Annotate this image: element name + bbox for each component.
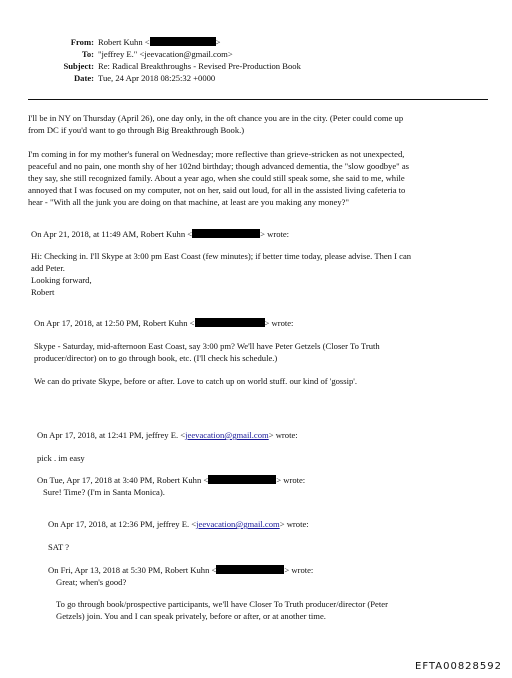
quote6-line3: Getzels) join. You and I can speak privately, before or after, or at another time. [56, 611, 326, 621]
document-id: EFTA00828592 [415, 661, 502, 672]
quote1-line2: add Peter. [31, 263, 65, 273]
quote2-line2: producer/director) on to go through book, etc. (I'll check his schedule.) [34, 353, 278, 363]
quote6-tail: > wrote: [284, 565, 314, 575]
quote5-line1: SAT ? [48, 542, 70, 552]
header-divider [28, 99, 488, 100]
to-value: "jeffrey E." <jeevacation@gmail.com> [98, 49, 233, 59]
body-p1-line1: I'll be in NY on Thursday (April 26), one day only, in the oft chance you are in the city. (Peter could come up [28, 113, 404, 123]
body-p2-line3: they say, she still recognized family. About a year ago, when she could still speak some, she said to me, while [28, 173, 405, 183]
quote4-head: On Tue, Apr 17, 2018 at 3:40 PM, Robert Kuhn < [37, 475, 209, 485]
quote2-attribution [34, 318, 293, 328]
quote1-head: On Apr 21, 2018, at 11:49 AM, Robert Kuhn < [31, 229, 193, 239]
quote2-tail: > wrote: [264, 318, 294, 328]
date-value: Tue, 24 Apr 2018 08:25:32 +0000 [98, 73, 216, 83]
subject-value: Re: Radical Breakthroughs - Revised Pre-Production Book [98, 61, 301, 71]
quote2-head: On Apr 17, 2018, at 12:50 PM, Robert Kuhn < [34, 318, 195, 328]
from-close: > [215, 37, 221, 47]
quote2-line1: Skype - Saturday, mid-afternoon East Coast, say 3:00 pm? We'll have Peter Getzels (Closer To Truth [34, 341, 380, 351]
subject-label: Subject: [63, 61, 94, 71]
redaction-block [192, 229, 260, 238]
quote5-tail: > wrote: [279, 519, 309, 529]
quote5-head: On Apr 17, 2018, at 12:36 PM, jeffrey E. < [48, 519, 197, 529]
quote4-tail: > wrote: [276, 475, 306, 485]
quote2-line3: We can do private Skype, before or after. Love to catch up on world stuff. our kind of 'gossip'. [34, 376, 357, 386]
redaction-block [195, 318, 265, 327]
redaction-block [216, 565, 284, 574]
from-label: From: [70, 37, 94, 47]
quote3-attribution [37, 430, 298, 440]
redaction-block [208, 475, 276, 484]
quote1-line4: Robert [31, 287, 55, 297]
date-label: Date: [73, 73, 94, 83]
quote6-line2: To go through book/prospective participants, we'll have Closer To Truth producer/director (Peter [56, 599, 388, 609]
quote3-head: On Apr 17, 2018, at 12:41 PM, jeffrey E. < [37, 430, 186, 440]
quote4-attribution [37, 475, 305, 485]
quote1-tail: > wrote: [260, 229, 290, 239]
quote1-attribution [31, 229, 289, 239]
quote5-attribution [48, 519, 309, 529]
from-value [98, 37, 221, 47]
body-p1-line2: from DC if you'd want to go through Big Breakthrough Book.) [28, 125, 245, 135]
quote5-email-link[interactable]: jeevacation@gmail.com [196, 519, 280, 529]
to-label: To: [81, 49, 94, 59]
quote6-attribution [48, 565, 313, 575]
quote4-line1: Sure! Time? (I'm in Santa Monica). [43, 487, 165, 497]
body-p2-line5: hear - "With all the junk you are doing on that machine, at least are you making any money?" [28, 197, 349, 207]
redaction-block [150, 37, 216, 46]
quote6-line1: Great; when's good? [56, 577, 127, 587]
quote1-line1: Hi: Checking in. I'll Skype at 3:00 pm East Coast (few minutes); if better time today, please advise. Then I can [31, 251, 412, 261]
quote3-tail: > wrote: [268, 430, 298, 440]
from-name: Robert Kuhn < [98, 37, 150, 47]
body-p2-line1: I'm coming in for my mother's funeral on Wednesday; more reflective than grieve-stricken as not unexpected, [28, 149, 405, 159]
quote3-email-link[interactable]: jeevacation@gmail.com [185, 430, 269, 440]
body-p2-line4: annoyed that I was focused on my computer, not on her, said out loud, for all in the assisted living cafeteria to [28, 185, 406, 195]
quote3-line1: pick . im easy [37, 453, 85, 463]
quote1-line3: Looking forward, [31, 275, 92, 285]
quote6-head: On Fri, Apr 13, 2018 at 5:30 PM, Robert Kuhn < [48, 565, 217, 575]
body-p2-line2: peaceful and no pain, one month shy of her 102nd birthday; though advanced dementia, the "slow goodbye" as [28, 161, 409, 171]
